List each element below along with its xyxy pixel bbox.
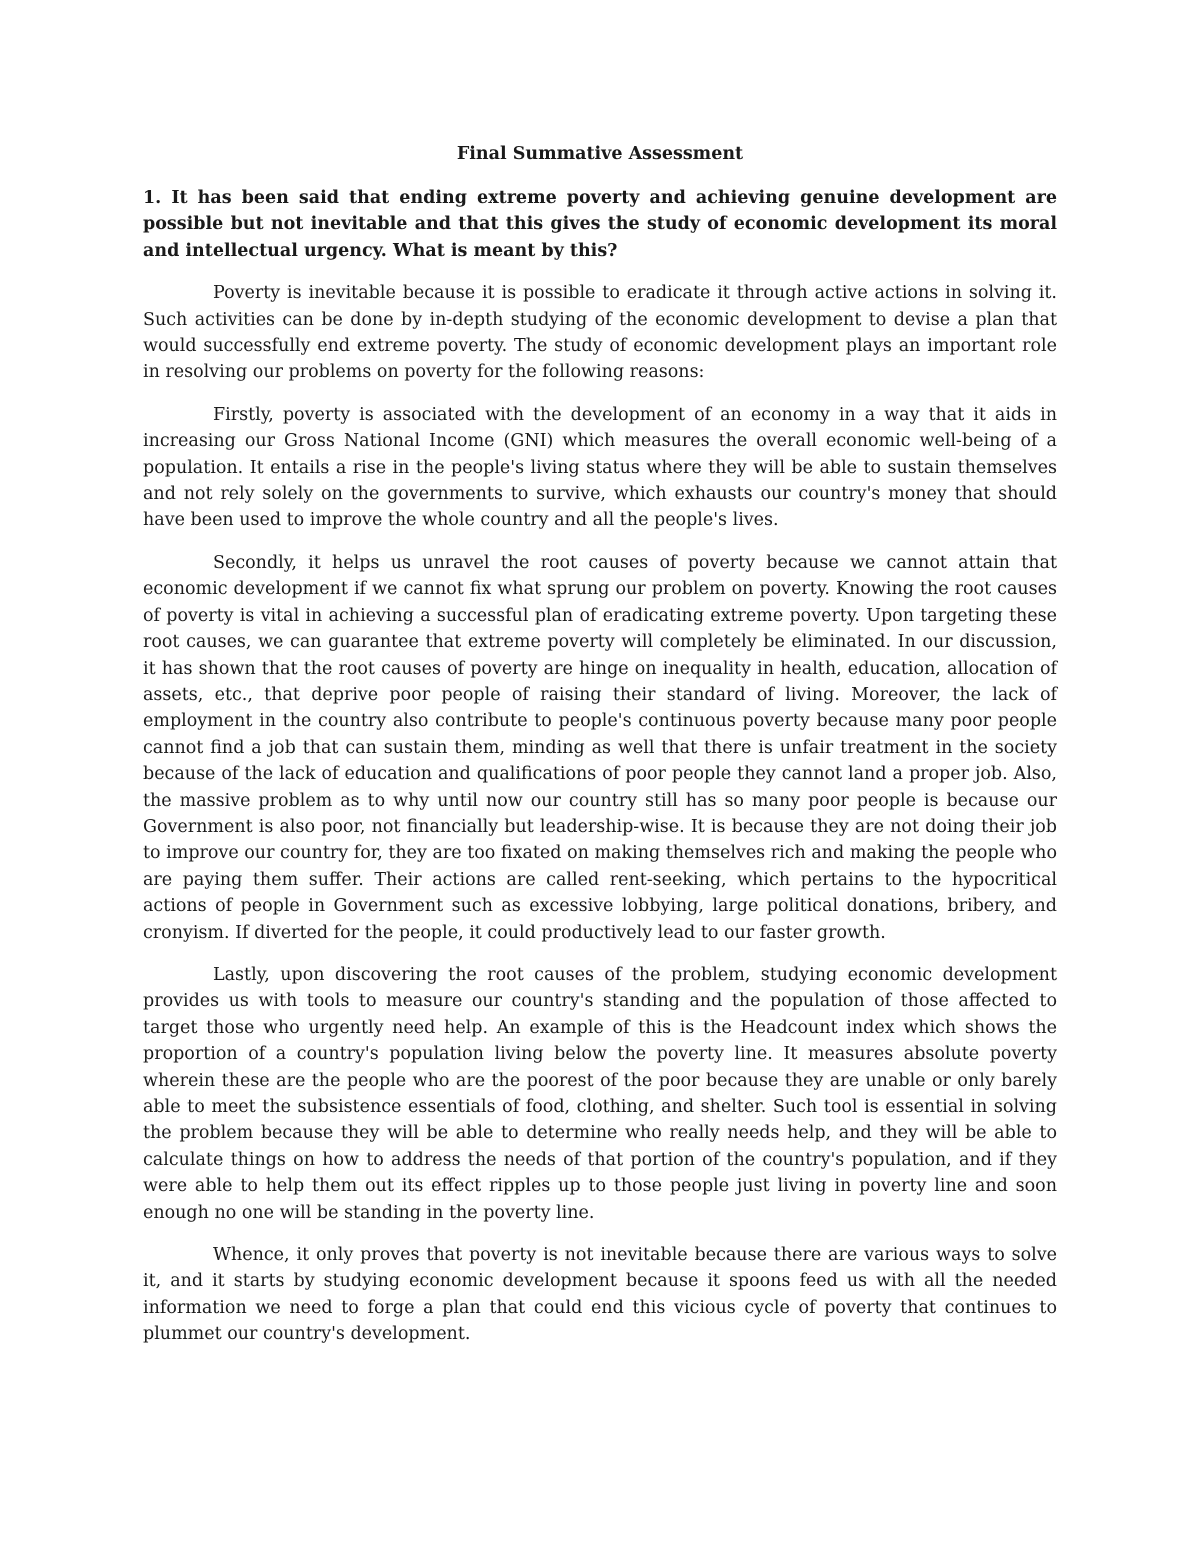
paragraph-lastly: Lastly, upon discovering the root causes of the problem, studying economic development provides us with tools to measure our country's standing and the population of those affected to target those who urgently need help. An example of this is the Headcount index which shows the proportion of a country's population living below the poverty line. It measures absolute poverty wherein these are the people who are the poorest of the poor because they are unable or only barely able to meet the subsistence essentials of food, clothing, and shelter. Such tool is essential in solving the problem because they will be able to determine who really needs help, and they will be able to calculate things on how to address the needs of that portion of the country's population, and if they were able to help them out its effect ripples up to those people just living in poverty line and soon enough no one will be standing in the poverty line. (143, 964, 1057, 1223)
paragraph-conclusion: Whence, it only proves that poverty is not inevitable because there are various ways to solve it, and it starts by studying economic development because it spoons feed us with all the needed information we need to forge a plan that could end this vicious cycle of poverty that continues to plummet our country's development. (143, 1245, 1057, 1345)
paragraph-intro: Poverty is inevitable because it is possible to eradicate it through active actions in solving it. Such activities can be done by in-depth studying of the economic development to devise a plan that would successfully end extreme poverty. The study of economic development plays an important role in resolving our problems on poverty for the following reasons: (143, 283, 1057, 383)
document-title: Final Summative Assessment (456, 144, 744, 164)
paragraph-secondly: Secondly, it helps us unravel the root causes of poverty because we cannot attain that economic development if we cannot fix what sprung our problem on poverty. Knowing the root causes of poverty is vital in achieving a successful plan of eradicating extreme poverty. Upon targeting these root causes, we can guarantee that extreme poverty will completely be eliminated. In our discussion, it has shown that the root causes of poverty are hinge on inequality in health, education, allocation of assets, etc., that deprive poor people of raising their standard of living. Moreover, the lack of employment in the country also contribute to people's continuous poverty because many poor people cannot find a job that can sustain them, minding as well that there is unfair treatment in the society because of the lack of education and qualifications of poor people they cannot land a proper job. Also, the massive problem as to why until now our country still has so many poor people is because our Government is also poor, not financially but leadership-wise. It is because they are not doing their job to improve our country for, they are too fixated on making themselves rich and making the people who are paying them suffer. Their actions are called rent-seeking, which pertains to the hypocritical actions of people in Government such as excessive lobbying, large political donations, bribery, and cronyism. If diverted for the people, it could productively lead to our faster growth. (143, 552, 1057, 943)
paragraph-firstly: Firstly, poverty is associated with the development of an economy in a way that it aids in increasing our Gross National Income (GNI) which measures the overall economic well-being of a population. It entails a rise in the people's living status where they will be able to sustain themselves and not rely solely on the governments to survive, which exhausts our country's money that should have been used to improve the whole country and all the people's lives. (143, 404, 1057, 531)
document-body (143, 141, 1057, 1364)
question-prompt: 1. It has been said that ending extreme poverty and achieving genuine development are possible but not inevitable and that this gives the study of economic development its moral and intellectual urgency. What is meant by this? (143, 188, 1057, 261)
